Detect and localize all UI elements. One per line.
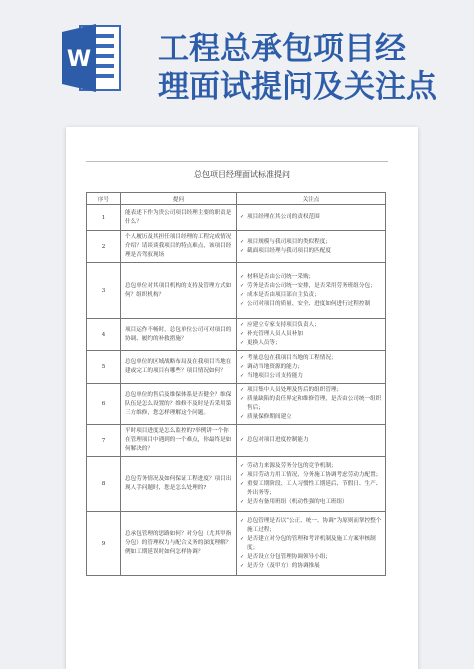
column-header-question: 提问 — [121, 193, 237, 205]
row-number: 2 — [87, 231, 121, 263]
checkmark-icon: ✓ — [240, 535, 245, 542]
focus-text: 是否设立分包管理协调领导小组； — [247, 553, 331, 560]
focus-text: 调动当地资源的能力； — [247, 363, 303, 370]
focus-cell — [237, 205, 386, 231]
focus-point — [240, 291, 382, 300]
focus-text: 补充管理人员人员补加 — [247, 331, 303, 337]
checkmark-icon: ✓ — [240, 331, 245, 337]
focus-text: 项目集中人员处理及售后的组织管理； — [247, 387, 343, 393]
row-number: 4 — [87, 319, 121, 351]
document-page — [66, 127, 418, 669]
word-document-icon — [62, 20, 122, 96]
focus-point — [240, 553, 382, 562]
focus-point — [240, 213, 382, 222]
focus-text: 质量缺陷的责任界定和维修管理，是否由公司统一组织售后； — [247, 396, 382, 411]
checkmark-icon: ✓ — [240, 414, 245, 420]
checkmark-icon: ✓ — [240, 238, 245, 245]
focus-text: 总包管理是否以“公正、统一、协调”为原则而掌控整个施工过程； — [247, 517, 382, 533]
focus-point — [240, 330, 382, 339]
focus-point — [240, 413, 382, 422]
row-number: 7 — [87, 425, 121, 457]
focus-point — [240, 339, 382, 348]
document-title: 总包项目经理面试标准提问 — [194, 170, 290, 179]
row-number: 1 — [87, 205, 121, 231]
focus-cell — [237, 425, 386, 457]
focus-text: 材料是否由公司统一采购； — [247, 273, 315, 280]
focus-point — [240, 436, 382, 445]
focus-text: 考量总包在我项目当地的工程情况； — [247, 354, 337, 361]
checkmark-icon: ✓ — [240, 387, 245, 393]
focus-point — [240, 498, 382, 507]
focus-text: 质量保修期间建立 — [247, 414, 292, 420]
column-header-no: 序号 — [87, 193, 121, 205]
focus-point — [240, 480, 382, 498]
table-row — [87, 319, 386, 351]
focus-text: 更换人员等； — [247, 340, 281, 346]
focus-text: 成本是否由项目部自主负责； — [247, 291, 320, 298]
checkmark-icon: ✓ — [240, 437, 245, 443]
focus-point — [240, 386, 382, 395]
checkmark-icon: ✓ — [240, 247, 245, 254]
focus-point — [240, 372, 382, 381]
focus-point — [240, 471, 382, 480]
checkmark-icon: ✓ — [240, 562, 245, 569]
focus-text: 公司对项目的质量、安全、进度如何进行过程控制 — [247, 300, 371, 307]
focus-point — [240, 300, 382, 309]
checkmark-icon: ✓ — [240, 396, 245, 402]
focus-text: 当地项目公司支持能力 — [247, 372, 303, 379]
table-row — [87, 425, 386, 457]
row-number: 6 — [87, 384, 121, 425]
table-body — [87, 205, 386, 576]
focus-cell — [237, 231, 386, 263]
question-cell: 总包单位对其项目机构的支持及管理方式如何？组织机构？ — [121, 263, 237, 319]
focus-cell — [237, 319, 386, 351]
banner-title — [158, 30, 458, 106]
focus-cell — [237, 384, 386, 425]
focus-cell — [237, 263, 386, 319]
column-header-focus: 关注点 — [237, 193, 386, 205]
row-number: 5 — [87, 351, 121, 384]
focus-cell — [237, 351, 386, 384]
focus-point — [240, 247, 382, 256]
row-number: 3 — [87, 263, 121, 319]
focus-text: 截面项目经理与我司项目的匹配度 — [247, 247, 331, 254]
table-row — [87, 351, 386, 384]
checkmark-icon: ✓ — [240, 480, 245, 487]
question-cell: 能表述下作为贵公司项目经理主要的职责是什么？ — [121, 205, 237, 231]
question-cell: 总包单位的售后及维保体系是否健全？维保队伍是怎么设置的？维修不及时是否采用第三方维修，您怎样理解这个问题。 — [121, 384, 237, 425]
checkmark-icon: ✓ — [240, 322, 245, 328]
question-cell: 总包单位的区域战略布局及在我项目当地在建或完工的项目有哪些？项目情况如何？ — [121, 351, 237, 384]
header-rule — [86, 161, 388, 162]
focus-point — [240, 363, 382, 372]
focus-point — [240, 273, 382, 282]
table-row — [87, 263, 386, 319]
table-row — [87, 205, 386, 231]
table-row — [87, 457, 386, 512]
checkmark-icon: ✓ — [240, 214, 245, 220]
checkmark-icon: ✓ — [240, 354, 245, 361]
banner — [0, 0, 474, 118]
focus-point — [240, 517, 382, 535]
focus-text: 总包对项目进度控制能力 — [247, 437, 309, 443]
checkmark-icon: ✓ — [240, 471, 245, 478]
banner-title-line2: 理面试提问及关注点 — [158, 69, 437, 105]
question-cell: 总包劳务情况及如何保证工程进度？项目出现人手问题时，您是怎么处理的? — [121, 457, 237, 512]
focus-text: 是否有备用班组（机动性强的电工班组） — [247, 498, 348, 505]
table-row — [87, 512, 386, 576]
question-cell: 平时项目进度是怎么监控的?举例讲一个你在管理项目中遇到的一个难点，你最终是如何解决的？ — [121, 425, 237, 457]
focus-point — [240, 535, 382, 553]
word-logo-letter: W — [66, 47, 92, 72]
checkmark-icon: ✓ — [240, 553, 245, 560]
checkmark-icon: ✓ — [240, 517, 245, 524]
focus-point — [240, 462, 382, 471]
banner-title-line1: 工程总承包项目经 — [158, 31, 406, 67]
focus-point — [240, 562, 382, 571]
row-number: 8 — [87, 457, 121, 512]
focus-text: 项目规模与我司项目的类似程度； — [247, 238, 331, 245]
checkmark-icon: ✓ — [240, 300, 245, 307]
checkmark-icon: ✓ — [240, 340, 245, 346]
question-cell: 个人履历及其担任项目经理的工程完成情况介绍？请谈谈我项目的特点难点，该项目经理是否驾驭现场 — [121, 231, 237, 263]
focus-text: 重要工期阶段、工人习惯性工期延后、节假日、生产、外出务等； — [247, 480, 382, 496]
checkmark-icon: ✓ — [240, 291, 245, 298]
checkmark-icon: ✓ — [240, 498, 245, 505]
focus-point — [240, 321, 382, 330]
focus-text: 项目劳动力用工情况、分务施工协调考虑劳动力配置； — [247, 471, 382, 478]
focus-cell — [237, 512, 386, 576]
focus-point — [240, 282, 382, 291]
row-number: 9 — [87, 512, 121, 576]
focus-text: 是否建立对分包的管理和考评机制及施工方案审核制度； — [247, 535, 376, 551]
checkmark-icon: ✓ — [240, 273, 245, 280]
checkmark-icon: ✓ — [240, 363, 245, 370]
checkmark-icon: ✓ — [240, 372, 245, 379]
focus-text: 项目经理在其公司的责权范围 — [247, 214, 320, 220]
table-header-row — [87, 193, 386, 205]
question-cell: 总承包管理的思路如何？对分包（尤其甲指分包）的管理权力与配合义务的深度理解？例如工期延误时如何怎样协调？ — [121, 512, 237, 576]
checkmark-icon: ✓ — [240, 282, 245, 289]
interview-table — [86, 192, 386, 576]
focus-text: 劳动力来源及劳务分包的竞争机制； — [247, 462, 337, 469]
focus-text: 是否分（及甲方）的协调推展 — [247, 562, 320, 569]
focus-point — [240, 238, 382, 247]
question-cell: 项目运作不畅时，总包单位公司可对项目的协调、履约的补救措施？ — [121, 319, 237, 351]
focus-cell — [237, 457, 386, 512]
checkmark-icon: ✓ — [240, 462, 245, 469]
focus-text: 劳务是否由公司统一安排，是否采用劳务班组分包； — [247, 282, 376, 289]
focus-text: 应建立专家支持项目负责人； — [247, 322, 320, 328]
table-row — [87, 384, 386, 425]
focus-point — [240, 395, 382, 413]
table-row — [87, 231, 386, 263]
focus-point — [240, 354, 382, 363]
